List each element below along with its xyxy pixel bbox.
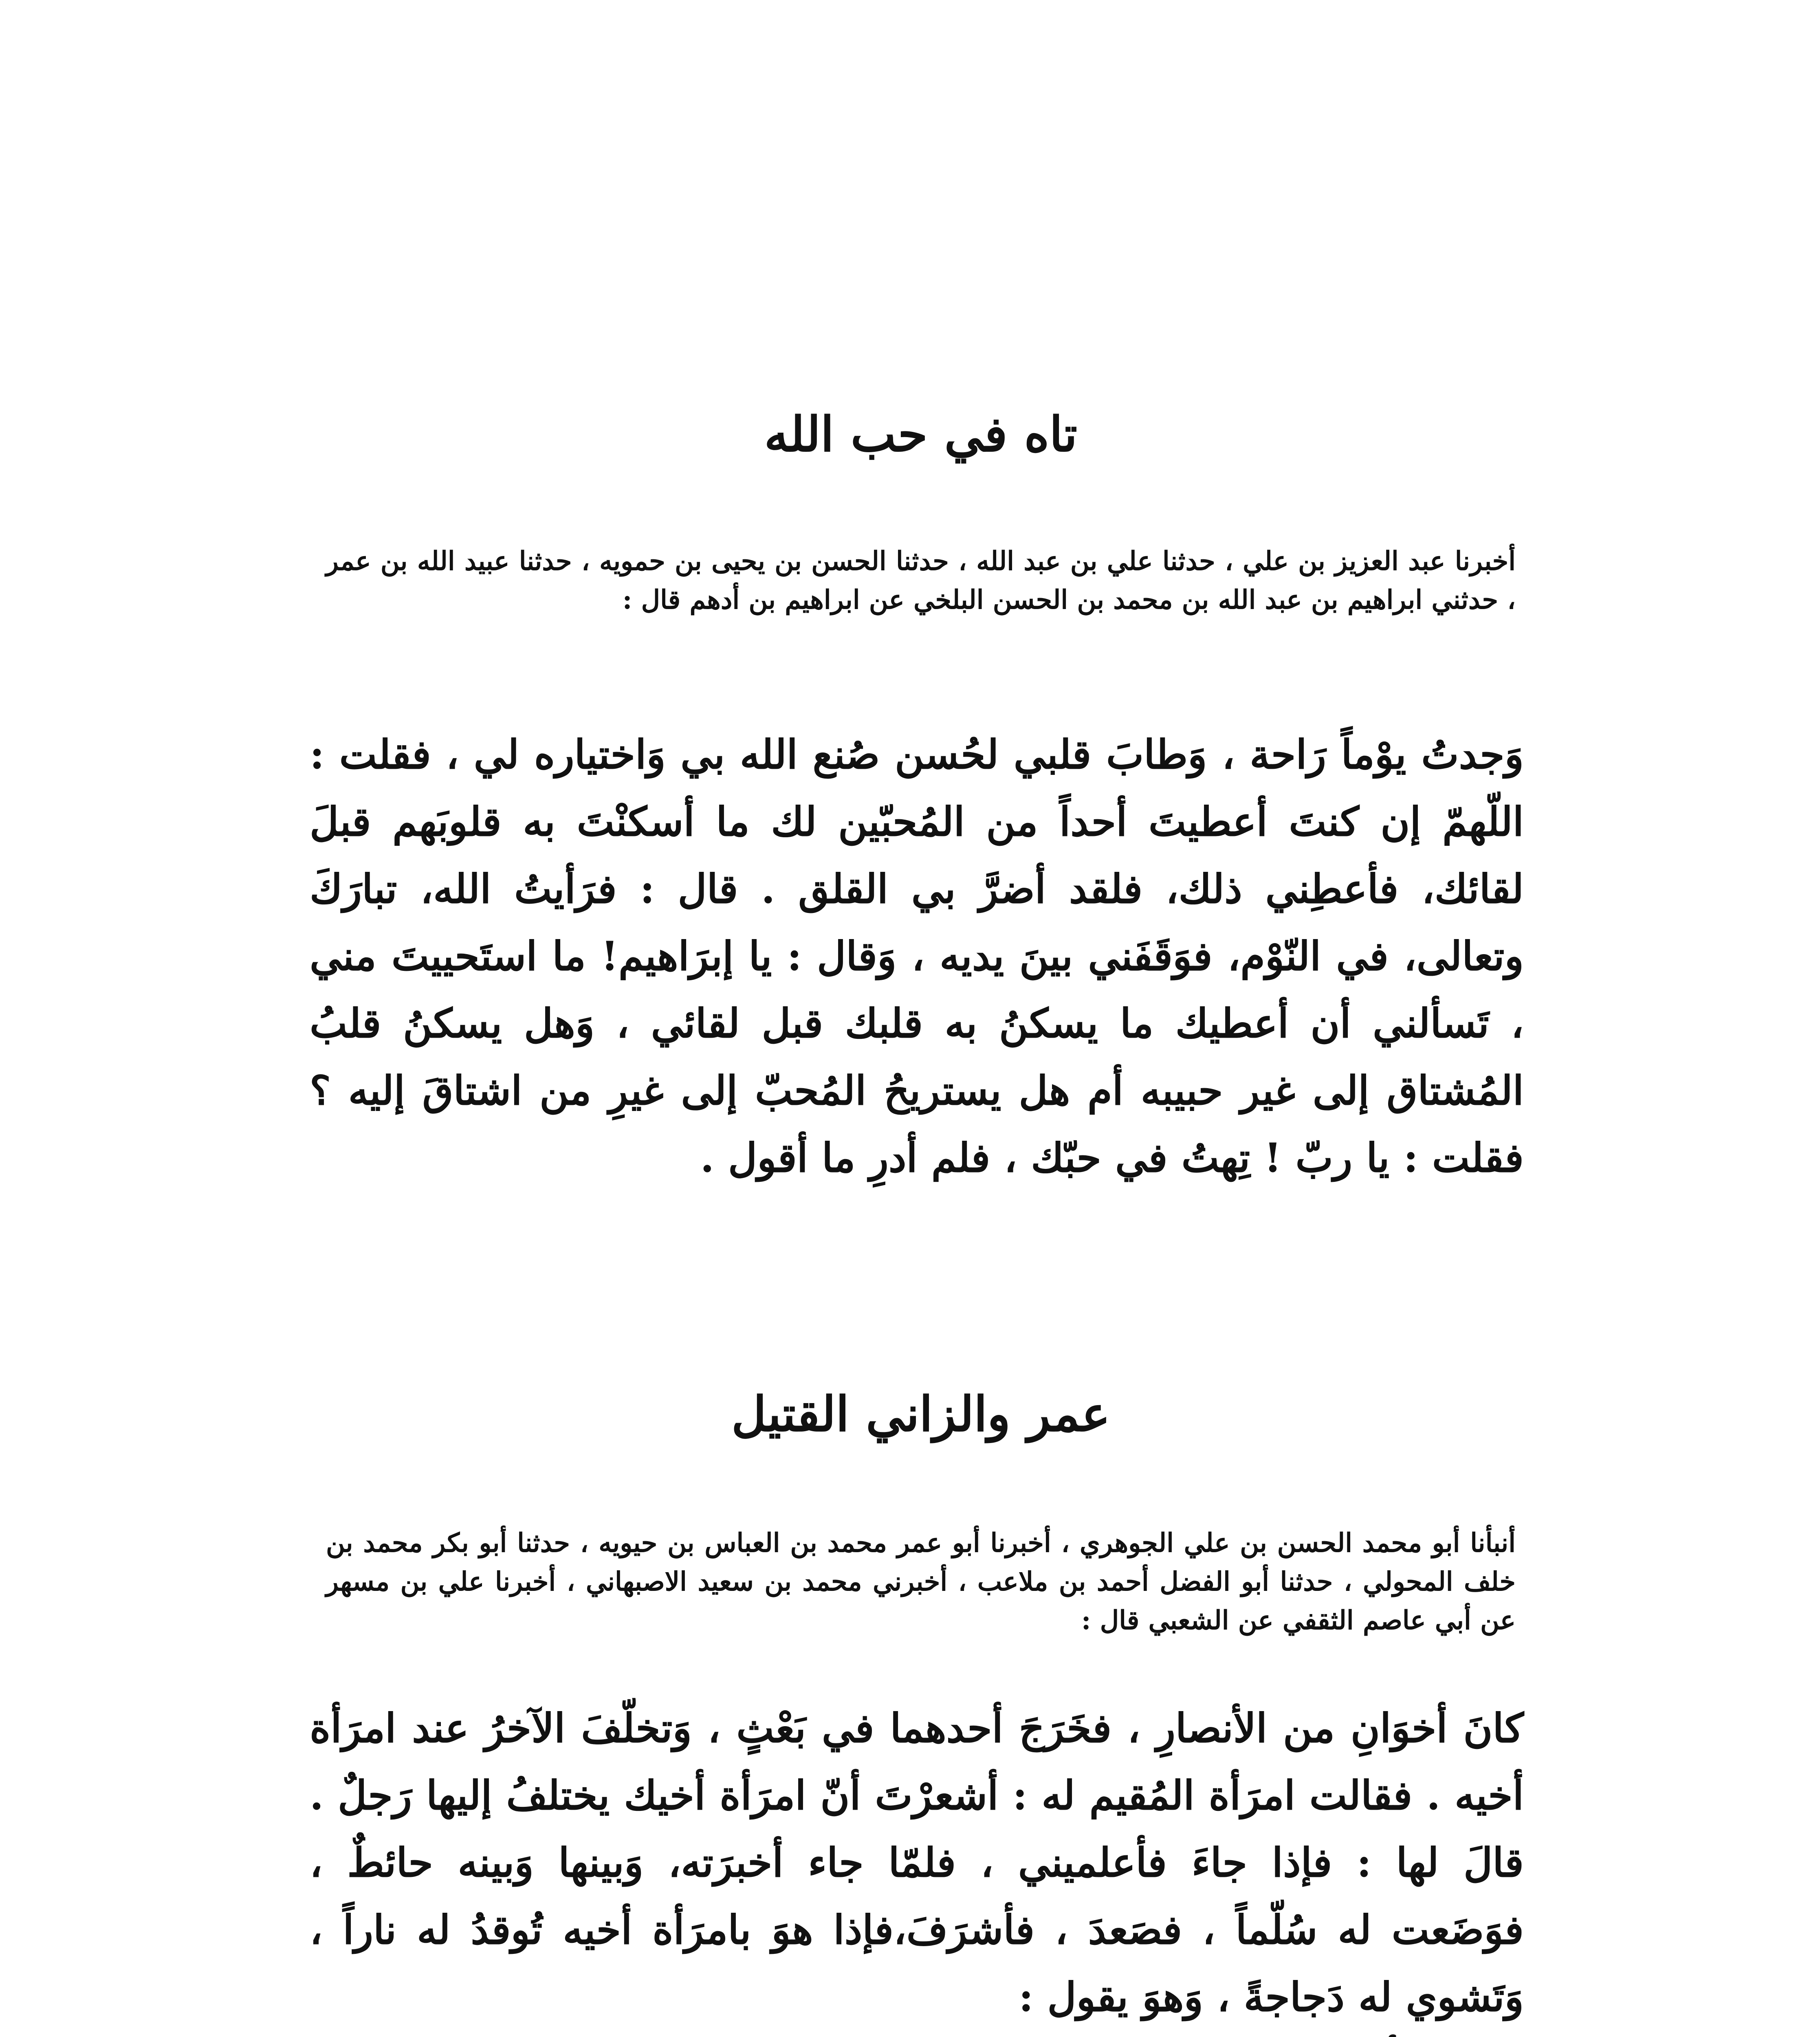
- chain-of-narration: أنبأنا أبو محمد الحسن بن علي الجوهري ، أخبرنا أبو عمر محمد بن العباس بن حيويه ، حدثنا أبو بكر محمد بن خلف المحولي ، حدثنا أبو الفضل أحمد بن ملاعب ، أخبرني محمد بن سعيد الاصبهاني ، أخبرنا علي بن مسهر عن أبي عاصم الثقفي عن الشعبي قال :: [326, 1528, 1516, 1636]
- narrative-paragraph: كانَ أخوَانِ من الأنصارِ ، فخَرَجَ أحدهما في بَعْثٍ ، وَتخلّفَ الآخرُ عند امرَأة أخيه . فقالت امرَأة المُقيم له : أشعرْتَ أنّ امرَأة أخيك يختلفُ إليها رَجلٌ . قالَ لها : فإذا جاءَ فأعلميني ، فلمّا جاء أخبرَته، وَبينها وَبينه حائطٌ ، فوَضَعت له سُلّماً ، فصَعدَ ، فأشرَفَ،فإذا هوَ بامرَأة أخيه تُوقدُ له ناراً ، وَتَشوي له دَجاجةً ، وَهوَ يقول :: [310, 1705, 1524, 2021]
- section-title: تاه في حب الله: [764, 406, 1078, 462]
- section-title: عمر والزاني القتيل: [731, 1386, 1110, 1442]
- narrative-paragraph: وَجدتُ يوْماً رَاحة ، وَطابَ قلبي لحُسن صُنع الله بي وَاختياره لي ، فقلت : اللّهمّ إن كنتَ أعطيتَ أحداً من المُحبّين لك ما أسكنْتَ به قلوبَهم قبلَ لقائك، فأعطِني ذلك، فلقد أضرَّ بي القلق . قال : فرَأيتُ الله، تبارَكَ وتعالى، في النّوْم، فوَقَفَني بينَ يديه ، وَقال : يا إبرَاهيم! ما استَحييتَ مني ، تَسألني أن أعطيك ما يسكنُ به قلبك قبل لقائي ، وَهل يسكنُ قلبُ المُشتاق إلى غير حبيبه أم هل يستريحُ المُحبّ إلى غيرِ من اشتاقَ إليه ؟ فقلت : يا ربّ ! تِهتُ في حبّك ، فلم أدرِ ما أقول .: [310, 731, 1524, 1181]
- poetry-verse: [399, 2027, 1418, 2037]
- chain-of-narration: أخبرنا عبد العزيز بن علي ، حدثنا علي بن عبد الله ، حدثنا الحسن بن يحيى بن حمويه ، حدثنا عبيد الله بن عمر ، حدثني ابراهيم بن عبد الله بن محمد بن الحسن البلخي عن ابراهيم بن أدهم قال :: [326, 546, 1516, 615]
